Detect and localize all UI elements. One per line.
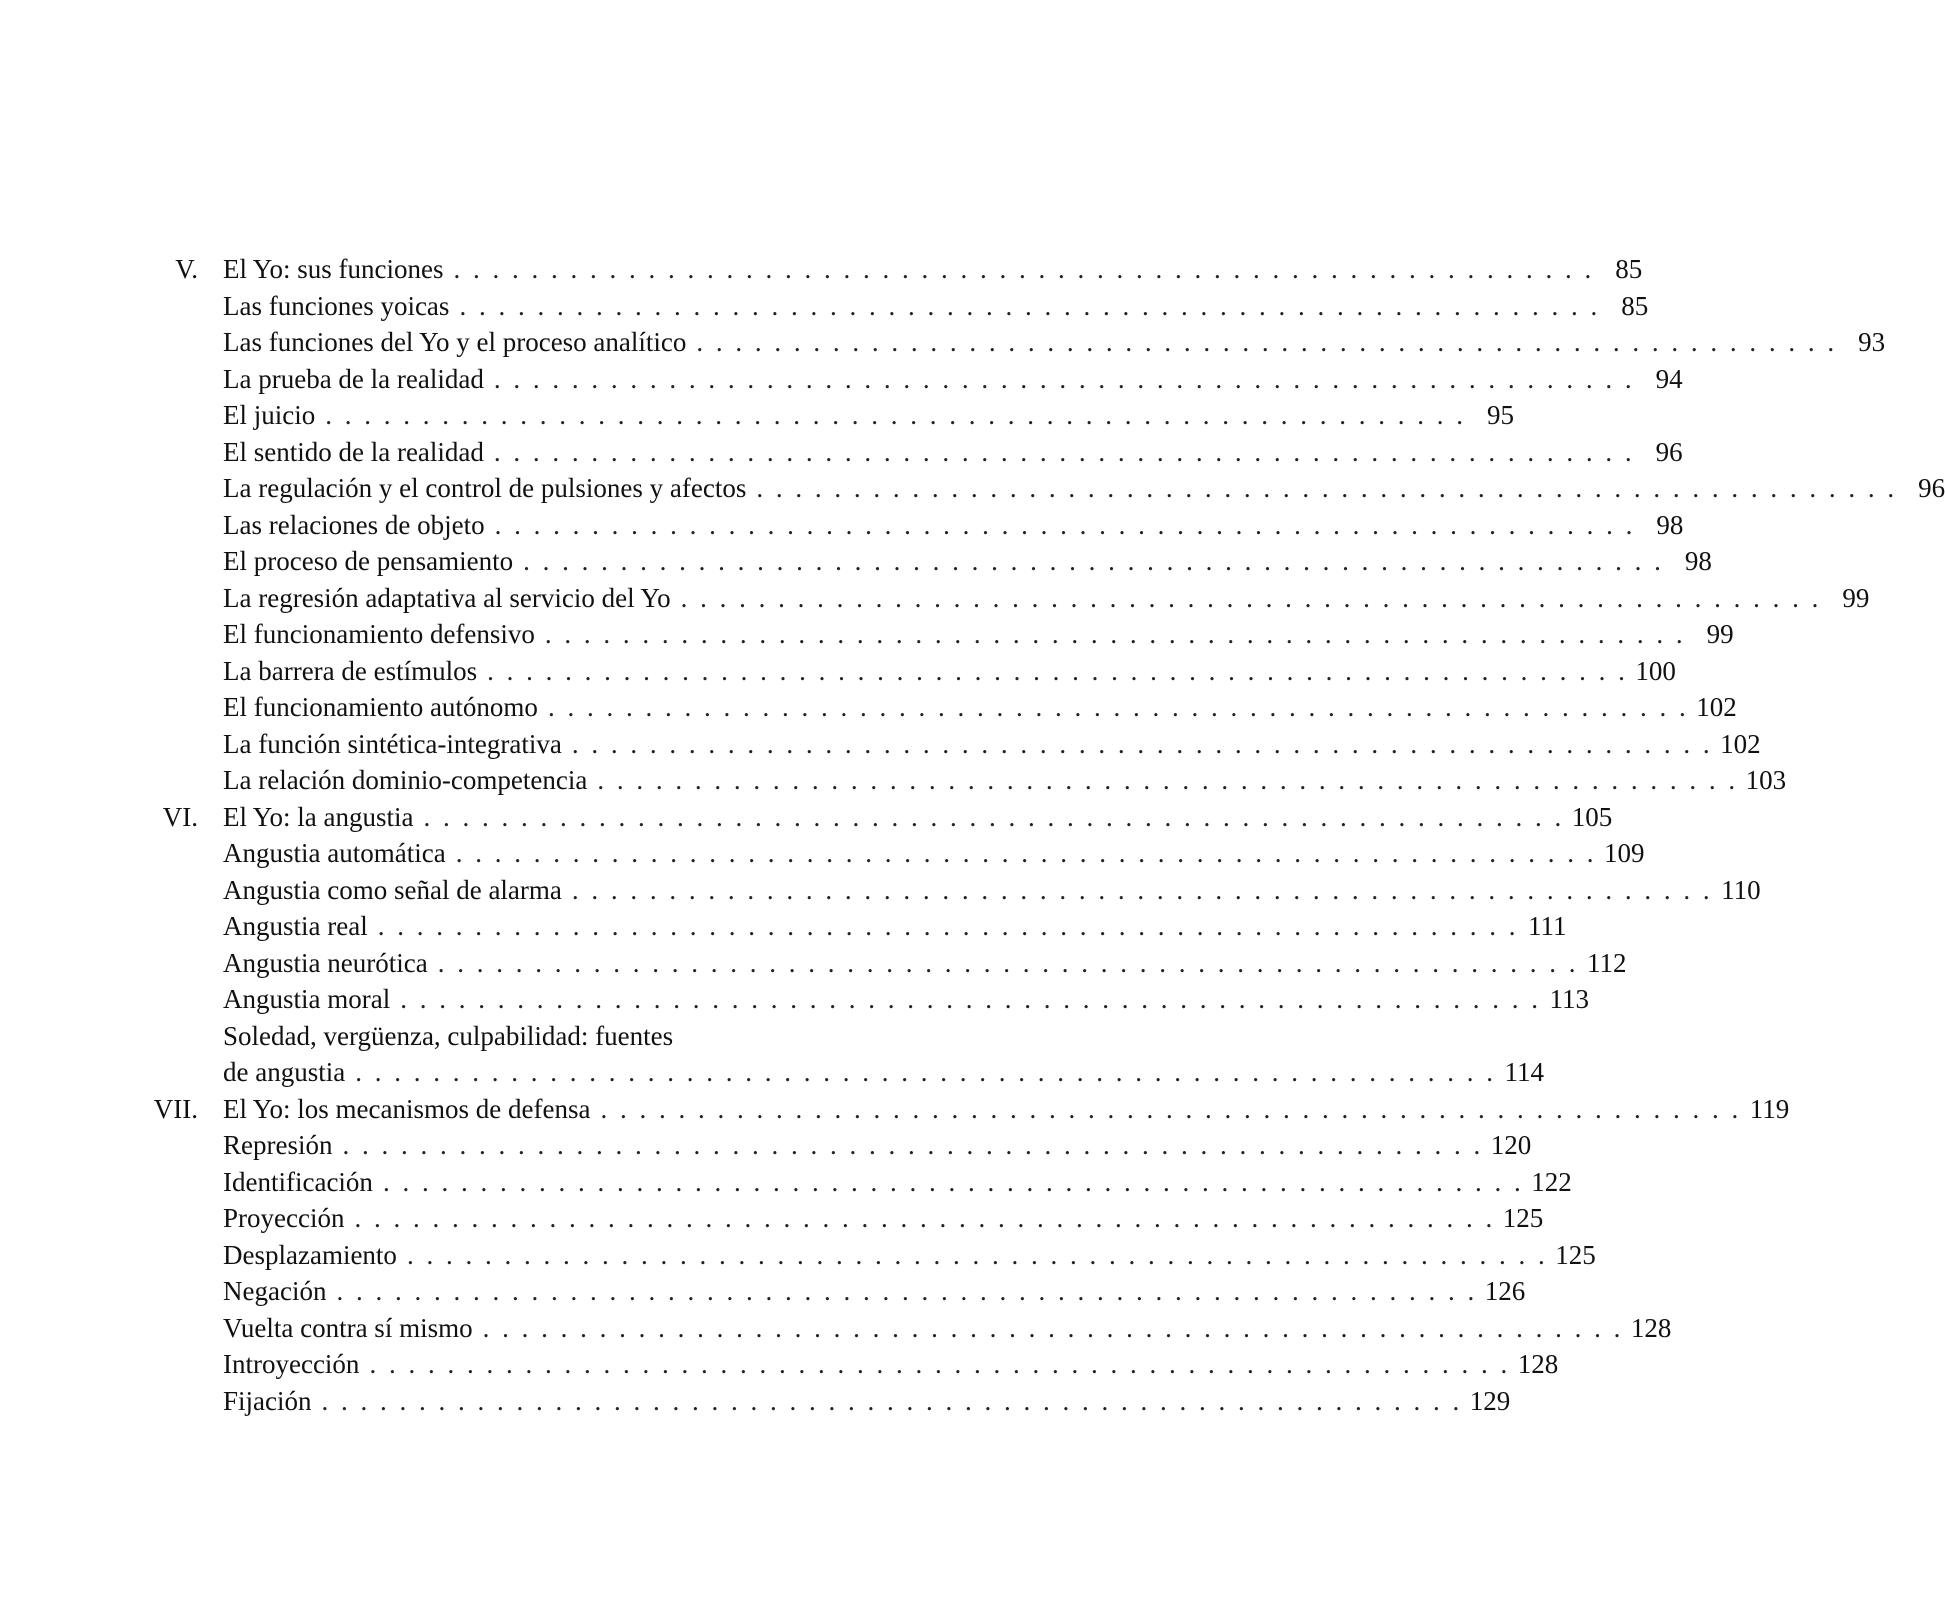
toc-row [140,1018,952,1055]
page-number: 125 [1502,1203,1544,1233]
toc-entry [223,543,1712,580]
page-number: 93 [1858,327,1886,357]
dot-leader: . . . . . . . . . . . . . . . . . . . . . . . . . . . . . . . . . . . . . . . . . . . . . . . . . . . . . . . . . . . [597,765,1739,795]
dot-leader: . . . . . . . . . . . . . . . . . . . . . . . . . . . . . . . . . . . . . . . . . . . . . . . . . . . . . . . . . . . [437,947,1579,978]
page-number: 120 [1490,1130,1532,1160]
dot-leader: . . . . . . . . . . . . . . . . . . . . . . . . . . . . . . . . . . . . . . . . . . . . . . . . . . . . . . . . . . . [377,911,1519,941]
toc-entry [223,1310,1672,1347]
dot-leader: . . . . . . . . . . . . . . . . . . . . . . . . . . . . . . . . . . . . . . . . . . . . . . . . . . . . . . . . . . . [406,1239,1548,1270]
dot-leader: . . . . . . . . . . . . . . . . . . . . . . . . . . . . . . . . . . . . . . . . . . . . . . . . . . . . . . . . . . . [453,254,1595,284]
toc-entry [223,507,1684,544]
toc-entry [223,1346,1559,1383]
page-number: 98 [1684,546,1712,576]
entry-title: El Yo: la angustia [223,801,414,832]
dot-leader: . . . . . . . . . . . . . . . . . . . . . . . . . . . . . . . . . . . . . . . . . . . . . . . . . . . . . . . . . . . [455,838,1597,868]
toc-row [140,288,1649,325]
dot-leader: . . . . . . . . . . . . . . . . . . . . . . . . . . . . . . . . . . . . . . . . . . . . . . . . . . . . . . . . . . . [696,327,1838,357]
toc-row [140,543,1712,580]
entry-title: La relación dominio-competencia [223,765,588,795]
dot-leader: . . . . . . . . . . . . . . . . . . . . . . . . . . . . . . . . . . . . . . . . . . . . . . . . . . . . . . . . . . . [369,1349,1511,1379]
page-number: 125 [1555,1239,1596,1270]
page-number: 103 [1745,765,1787,795]
entry-title: El juicio [223,400,316,430]
page-number: 99 [1706,619,1734,649]
page-number: 119 [1749,1093,1790,1124]
page-number: 95 [1486,400,1514,430]
dot-leader: . . . . . . . . . . . . . . . . . . . . . . . . . . . . . . . . . . . . . . . . . . . . . . . . . . . . . . . . . . . [336,1276,1478,1306]
entry-title: Fijación [223,1385,312,1416]
page-number: 112 [1586,947,1627,978]
page-number: 122 [1531,1166,1572,1197]
toc-entry [223,616,1734,653]
entry-title: Represión [223,1130,333,1160]
entry-title: de angustia [223,1057,346,1087]
toc-entry [223,1200,1544,1237]
dot-leader: . . . . . . . . . . . . . . . . . . . . . . . . . . . . . . . . . . . . . . . . . . . . . . . . . . . . . . . . . . . [459,290,1601,321]
toc-entry [223,1273,1526,1310]
toc-row [140,908,1567,945]
dot-leader: . . . . . . . . . . . . . . . . . . . . . . . . . . . . . . . . . . . . . . . . . . . . . . . . . . . . . . . . . . . [487,655,1628,686]
toc-entry [223,726,1761,763]
entry-title: La regresión adaptativa al servicio del Yo [223,582,671,613]
page-number: 128 [1517,1349,1559,1379]
toc-row [140,1237,1596,1274]
toc-entry [223,1237,1596,1274]
page-number: 96 [1655,436,1683,467]
toc-row [140,470,1945,507]
page-number: 99 [1842,582,1870,613]
toc-row [140,1164,1572,1201]
toc-row [140,507,1684,544]
page-number: 85 [1621,290,1649,321]
dot-leader: . . . . . . . . . . . . . . . . . . . . . . . . . . . . . . . . . . . . . . . . . . . . . . . . . . . . . . . . . . . [400,984,1541,1014]
toc-row [140,945,1627,982]
entry-title: El sentido de la realidad [223,436,484,467]
toc-row [140,1346,1559,1383]
entry-title: La función sintética-integrativa [223,728,562,759]
dot-leader: . . . . . . . . . . . . . . . . . . . . . . . . . . . . . . . . . . . . . . . . . . . . . . . . . . . . . . . . . . . [493,436,1635,467]
dot-leader: . . . . . . . . . . . . . . . . . . . . . . . . . . . . . . . . . . . . . . . . . . . . . . . . . . . . . . . . . . . [355,1057,1496,1087]
entry-title: El Yo: sus funciones [223,254,444,284]
toc-entry [223,981,1589,1018]
dot-leader: . . . . . . . . . . . . . . . . . . . . . . . . . . . . . . . . . . . . . . . . . . . . . . . . . . . . . . . . . . . [680,582,1822,613]
entry-title: El funcionamiento defensivo [223,619,535,649]
page-number: 102 [1696,692,1737,722]
toc-row [140,799,1613,836]
toc-entry [223,689,1737,726]
entry-title: Negación [223,1276,327,1306]
page-number: 129 [1469,1385,1511,1416]
toc-row [140,762,1787,799]
page-number: 102 [1720,728,1761,759]
toc-row [140,1310,1672,1347]
dot-leader: . . . . . . . . . . . . . . . . . . . . . . . . . . . . . . . . . . . . . . . . . . . . . . . . . . . . . . . . . . . [600,1093,1742,1124]
toc-entry [223,288,1649,325]
toc-row [140,835,1645,872]
entry-title: Angustia real [223,911,368,941]
page-number: 94 [1655,363,1683,394]
toc-entry [223,1054,1544,1091]
entry-title: Identificación [223,1166,373,1197]
entry-title: Vuelta contra sí mismo [223,1312,473,1343]
dot-leader: . . . . . . . . . . . . . . . . . . . . . . . . . . . . . . . . . . . . . . . . . . . . . . . . . . . . . . . . . . . [423,801,1565,832]
toc-row [140,324,1886,361]
chapter-number: VI. [162,801,198,832]
toc-entry [223,908,1567,945]
dot-leader: . . . . . . . . . . . . . . . . . . . . . . . . . . . . . . . . . . . . . . . . . . . . . . . . . . . . . . . . . . . [325,400,1466,430]
entry-title: La barrera de estímulos [223,655,478,686]
dot-leader: . . . . . . . . . . . . . . . . . . . . . . . . . . . . . . . . . . . . . . . . . . . . . . . . . . . . . . . . . . . [571,874,1713,905]
entry-title: La prueba de la realidad [223,363,484,394]
entry-title: Las relaciones de objeto [223,509,485,540]
page-number: 110 [1721,874,1761,905]
dot-leader: . . . . . . . . . . . . . . . . . . . . . . . . . . . . . . . . . . . . . . . . . . . . . . . . . . . . . . . . . . . [482,1312,1624,1343]
dot-leader: . . . . . . . . . . . . . . . . . . . . . . . . . . . . . . . . . . . . . . . . . . . . . . . . . . . . . . . . . . . [523,546,1664,576]
dot-leader: . . . . . . . . . . . . . . . . . . . . . . . . . . . . . . . . . . . . . . . . . . . . . . . . . . . . . . . . . . . [342,1130,1484,1160]
toc-entry [223,835,1645,872]
entry-title: La regulación y el control de pulsiones y afectos [223,473,747,503]
toc-entry [223,872,1761,909]
toc-entry [223,1383,1511,1420]
toc-row [140,1091,1790,1128]
page-number: 109 [1603,838,1645,868]
toc-entry [223,762,1787,799]
toc-entry [223,1164,1572,1201]
page-number: 105 [1571,801,1613,832]
page-number: 113 [1549,984,1589,1014]
entry-title: Soledad, vergüenza, culpabilidad: fuentes [223,1020,674,1051]
entry-title: El Yo: los mecanismos de defensa [223,1093,591,1124]
toc-entry [223,1018,952,1055]
toc-row [140,726,1761,763]
toc-row [140,1273,1526,1310]
page-number: 100 [1635,655,1676,686]
entry-title: Angustia moral [223,984,391,1014]
page-number: 128 [1630,1312,1672,1343]
toc-row [140,616,1734,653]
toc-entry [223,1127,1532,1164]
toc-row [140,434,1683,471]
dot-leader: . . . . . . . . . . . . . . . . . . . . . . . . . . . . . . . . . . . . . . . . . . . . . . . . . . . . . . . . . . . [547,692,1689,722]
page-number: 111 [1527,911,1567,941]
table-of-contents [140,251,1945,1419]
toc-entry [223,434,1683,471]
entry-title: Proyección [223,1203,345,1233]
entry-title: Las funciones del Yo y el proceso analítico [223,327,687,357]
toc-row [140,872,1761,909]
toc-row [140,1200,1544,1237]
toc-row [140,689,1737,726]
toc-row [140,981,1589,1018]
toc-entry [223,799,1613,836]
dot-leader: . . . . . . . . . . . . . . . . . . . . . . . . . . . . . . . . . . . . . . . . . . . . . . . . . . . . . . . . . . . [494,509,1636,540]
entry-title: Angustia como señal de alarma [223,874,562,905]
entry-title: Angustia neurótica [223,947,428,978]
page-number: 85 [1615,254,1643,284]
chapter-number: V. [175,254,198,284]
toc-entry [223,397,1514,434]
entry-title: Introyección [223,1349,360,1379]
toc-entry [223,653,1676,690]
chapter-number: VII. [153,1093,198,1124]
toc-entry [223,324,1886,361]
toc-entry [223,361,1683,398]
dot-leader: . . . . . . . . . . . . . . . . . . . . . . . . . . . . . . . . . . . . . . . . . . . . . . . . . . . . . . . . . . . [382,1166,1524,1197]
page-number: 98 [1656,509,1684,540]
page-number: 126 [1484,1276,1526,1306]
page-number: 114 [1504,1057,1544,1087]
toc-row [140,361,1683,398]
dot-leader: . . . . . . . . . . . . . . . . . . . . . . . . . . . . . . . . . . . . . . . . . . . . . . . . . . . . . . . . . . . [756,473,1898,503]
dot-leader: . . . . . . . . . . . . . . . . . . . . . . . . . . . . . . . . . . . . . . . . . . . . . . . . . . . . . . . . . . . [321,1385,1463,1416]
toc-row [140,580,1870,617]
toc-row [140,1383,1511,1420]
toc-entry [223,945,1627,982]
dot-leader: . . . . . . . . . . . . . . . . . . . . . . . . . . . . . . . . . . . . . . . . . . . . . . . . . . . . . . . . . . . [354,1203,1496,1233]
toc-row [140,251,1643,288]
toc-row [140,397,1514,434]
entry-title: El funcionamiento autónomo [223,692,538,722]
page-number: 96 [1918,473,1945,503]
entry-title: El proceso de pensamiento [223,546,514,576]
toc-entry [223,251,1643,288]
entry-title: Desplazamiento [223,1239,397,1270]
dot-leader: . . . . . . . . . . . . . . . . . . . . . . . . . . . . . . . . . . . . . . . . . . . . . . . . . . . . . . . . . . . [544,619,1686,649]
toc-row [140,1054,1544,1091]
toc-entry [223,1091,1790,1128]
toc-entry [223,470,1945,507]
entry-title: Las funciones yoicas [223,290,450,321]
entry-title: Angustia automática [223,838,446,868]
dot-leader: . . . . . . . . . . . . . . . . . . . . . . . . . . . . . . . . . . . . . . . . . . . . . . . . . . . . . . . . . . . [493,363,1635,394]
dot-leader: . . . . . . . . . . . . . . . . . . . . . . . . . . . . . . . . . . . . . . . . . . . . . . . . . . . . . . . . . . . [571,728,1713,759]
toc-row [140,1127,1532,1164]
toc-row [140,653,1676,690]
toc-entry [223,580,1870,617]
